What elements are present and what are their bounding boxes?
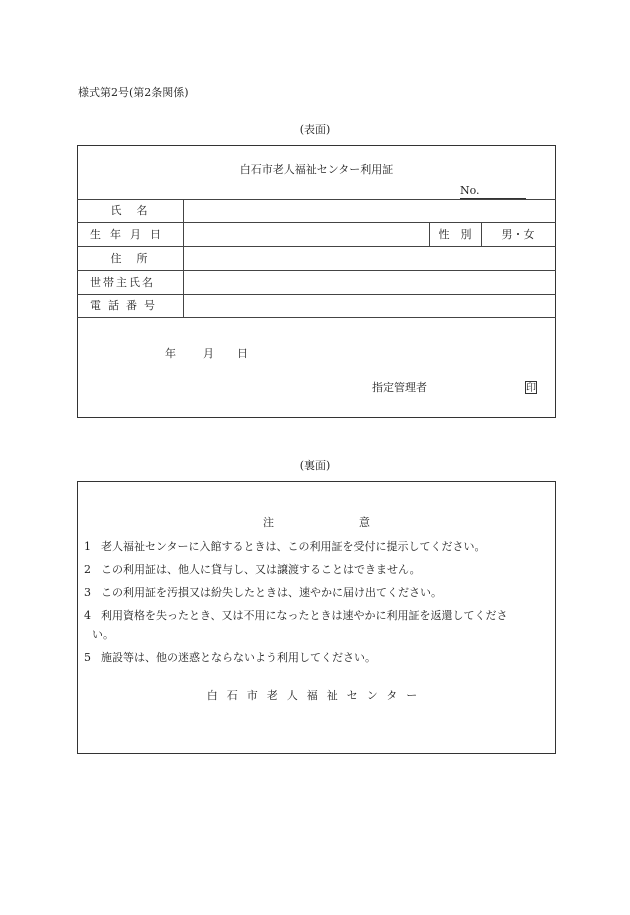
row-divider: [77, 199, 556, 200]
form-number-label: 様式第2号(第2条関係): [78, 86, 189, 99]
birth-date-label: [90, 228, 170, 242]
notice-item-number: 3: [84, 586, 91, 599]
notice-title-right: 意: [359, 516, 370, 529]
date-day-label: 日: [237, 347, 248, 360]
designated-manager-label: 指定管理者: [372, 381, 427, 394]
row-divider: [77, 294, 556, 295]
seal-mark: 印: [526, 383, 536, 394]
date-year-label: 年: [165, 347, 176, 360]
name-label: 氏 名: [110, 204, 150, 217]
notice-item-number: 4: [84, 609, 91, 622]
notice-title-left: 注: [263, 516, 274, 529]
notice-item-text: 老人福祉センターに入館するときは、この利用証を受付に提示してください。: [101, 540, 486, 553]
address-label: 住 所: [110, 252, 150, 265]
notice-item: [84, 563, 421, 577]
notice-item-text: 利用資格を失ったとき、又は不用になったときは速やかに利用証を返還してくださ: [101, 609, 508, 622]
gender-column-divider: [429, 222, 430, 246]
card-number-label: No.: [460, 184, 526, 199]
phone-label: 電話番号: [90, 299, 162, 312]
notice-item-text: 施設等は、他の迷惑とならないよう利用してください。: [101, 651, 376, 664]
notice-item: [84, 651, 376, 665]
notice-item: [84, 540, 486, 554]
birth-date-label-text: 生年月日: [90, 228, 170, 241]
notice-item-number: 5: [84, 651, 91, 664]
card-title: 白石市老人福祉センター利用証: [239, 163, 394, 176]
row-divider: [77, 317, 556, 318]
row-divider: [77, 222, 556, 223]
notice-item-number: 1: [84, 540, 91, 553]
gender-value: 男・女: [501, 228, 535, 241]
label-column-divider: [183, 199, 184, 317]
notice-item: [84, 586, 442, 600]
notice-item-text: この利用証を汚損又は紛失したときは、速やかに届け出てください。: [101, 586, 442, 599]
gender-label: 性 別: [438, 228, 472, 241]
front-side-heading: (表面): [299, 123, 331, 136]
notice-item-continuation: い。: [92, 628, 114, 641]
issuer-name: 白石市老人福祉センター: [206, 689, 427, 702]
gender-value-divider: [481, 222, 482, 246]
notice-item: [84, 609, 508, 623]
date-month-label: 月: [203, 347, 214, 360]
row-divider: [77, 270, 556, 271]
row-divider: [77, 246, 556, 247]
notice-item-text: この利用証は、他人に貸与し、又は譲渡することはできません。: [101, 563, 421, 576]
back-side-heading: (裏面): [299, 459, 331, 472]
card-number-field: [460, 184, 526, 199]
notice-item-number: 2: [84, 563, 91, 576]
household-head-label: 世帯主氏名: [90, 276, 155, 289]
